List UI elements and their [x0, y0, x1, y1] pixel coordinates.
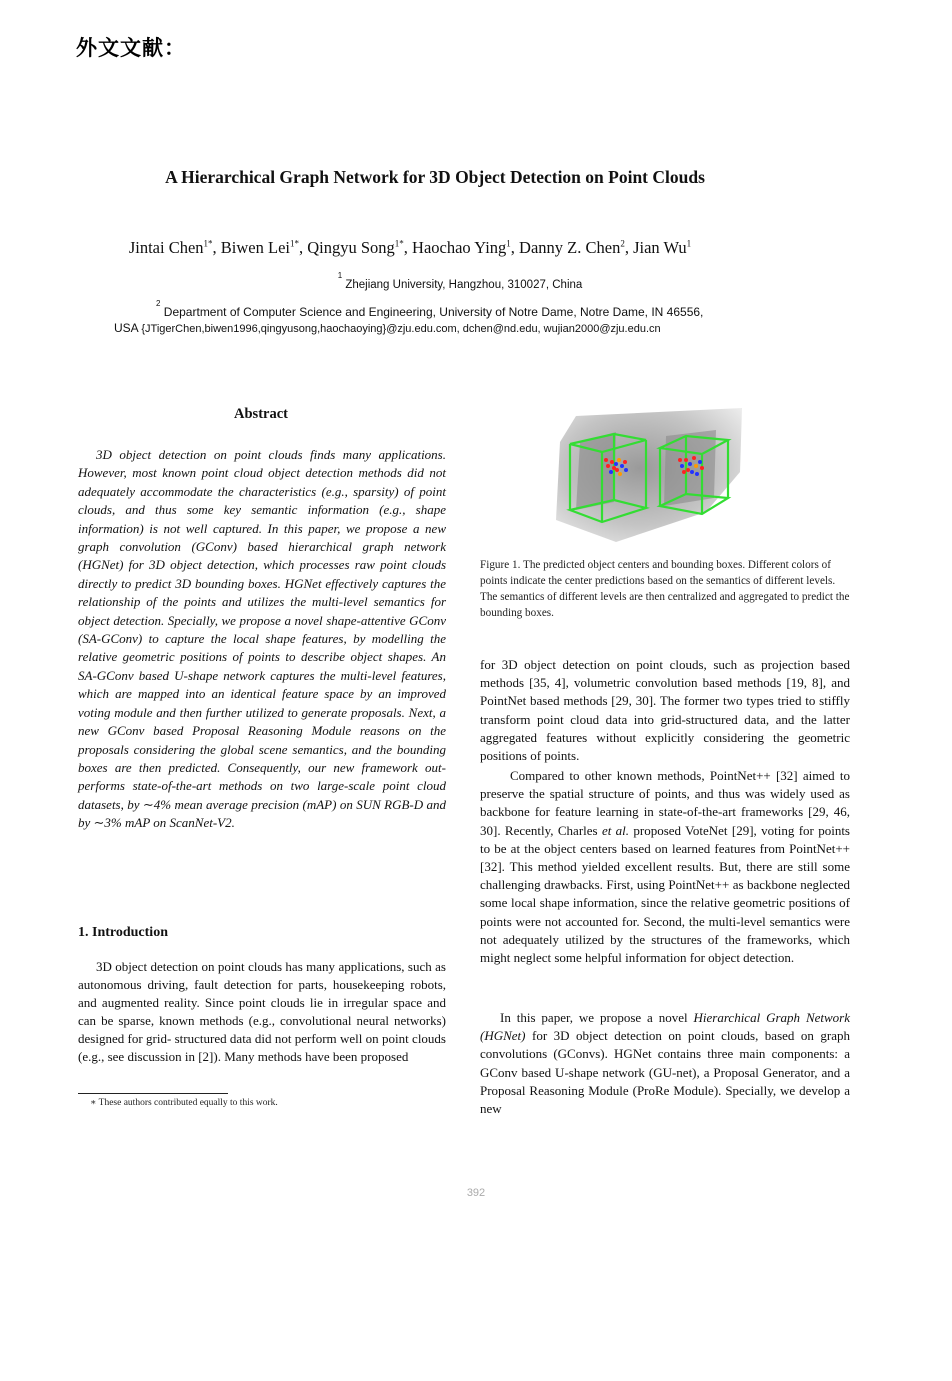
introduction-body: 3D object detection on point clouds has many applications, such as autonomous driving, fault detection for parts, housekeeping robots, and augmented reality. Since point clouds lie in irregular space and can be sparse, known methods (e.g., convolutional neural networks) designed for grid- structured data did not perform well on point clouds (e.g., see discussion in [2]). Many methods have been proposed [78, 959, 446, 1064]
affiliation-text: Zhejiang University, Hangzhou, 310027, China [345, 279, 583, 291]
paper-title: A Hierarchical Graph Network for 3D Object Detection on Point Clouds [165, 167, 705, 187]
body-paragraph [480, 767, 850, 967]
paragraph-text: Compared to other known methods, PointNet++ [32] aimed to preserve the spatial structure of points, and thus was widely used as backbone for feature learning in state-of-the-art frameworks [29, 46, 30]. Recently, Charles [480, 768, 850, 838]
body-paragraph [480, 656, 850, 765]
affiliation-text: Department of Computer Science and Engineering, University of Notre Dame, Notre Dame, IN 46556, [163, 305, 704, 319]
author-name: Jian Wu [633, 238, 687, 257]
affiliation-1 [0, 271, 920, 291]
header-label: 外文文献： [76, 36, 186, 60]
paragraph-text: for 3D object detection on point clouds, based on graph convolutions (GConvs). HGNet contains three main components: a GConv based U-shape network (GU-net), a Proposal Generator, and a Proposal Reasoning Module (ProRe Module). Specially, we develop a new [480, 1028, 850, 1117]
author-sup: 1 [506, 238, 511, 249]
author-list: Jintai Chen$^{1*}$, Biwen Lei$^{1*}$, Qingyu Song$^{1*}$, Haochao Ying$^1$, Danny Z. Chen$^2$, Jian Wu$^1$ [128, 238, 692, 257]
body-paragraph [480, 1009, 850, 1118]
author-name: Jintai Chen [128, 238, 204, 257]
pointcloud-image [556, 402, 752, 544]
paragraph-text: for 3D object detection on point clouds, such as projection based methods [35, 4], volumetric convolution based methods [19, 8], and PointNet based methods [29, 30]. The former two types tried to stiffly transform point cloud data into grid-structured data, and the latter aggregated features without explicitly considering the geometric positions of points. [480, 657, 850, 764]
paragraph-text: In this paper, we propose a novel [500, 1010, 694, 1025]
page-number: 392 [466, 1187, 486, 1199]
footnote: ∗ These authors contributed equally to this work. [90, 1098, 278, 1108]
emphasis-text: et al. [601, 822, 630, 838]
author-emails: {JTigerChen,biwen1996,qingyusong,haochaoying}@zju.edu.com, dchen@nd.edu, wujian2000@zju.edu.cn [141, 323, 661, 335]
affiliation-2 [114, 299, 814, 337]
author-sup: 1* [394, 238, 404, 249]
paragraph-text: proposed VoteNet [29], voting for points to be at the object centers based on learned features from PointNet++ [32]. This method yielded excellent results. But, there are still some challenging drawbacks. First, using PointNet++ as backbone neglected some local shape information, since the relative geometric positions of points were not accounted for. Second, the multi-level semantics were not adequately utilized by the structures of the frameworks, which might neglect some helpful information for object detection. [480, 822, 850, 966]
affiliation-country: USA [114, 321, 139, 335]
abstract-body: 3D object detection on point clouds finds many applications. However, most known point cloud object detection methods did not adequately accommodate the characteristics (e.g., sparsity) of point clouds, and thus some key semantic information (e.g., shape information) is not well captured. In this paper, we propose a new graph convolution (GConv) based hierarchical graph network (HGNet) for 3D object detection, which processes raw point clouds directly to predict 3D bounding boxes. HGNet effectively captures the relationship of the points and utilizes the multi-level semantics for object detection. Specially, we propose a novel shape-attentive GConv (SA-GConv) to capture the local shape features, by modelling the relative geometric positions of points to describe object shapes. An SA-GConv based U-shape network captures the multi-level features, which are mapped into an identical feature space by an improved voting module and then further utilized to generate proposals. Next, a new GConv based Proposal Reasoning Module reasons on the proposals considering the global scene semantics, and the bounding boxes are then predicted. Consequently, our new framework out- performs state-of-the-art methods on two large-scale point cloud datasets, by ∼4% mean average precision (mAP) on SUN RGB-D and by ∼3% mAP on ScanNet-V2. [78, 447, 446, 831]
figure-caption: Figure 1. The predicted object centers and bounding boxes. Different colors of points indicate the center predictions based on the semantics of different levels. The semantics of different levels are then centralized and aggregated to predict the bounding boxes. [480, 559, 850, 619]
author-name: Qingyu Song [307, 238, 395, 257]
footnote-divider [78, 1093, 228, 1094]
emphasis-text: Hierarchical Graph Network (HGNet) [480, 1010, 850, 1044]
author-sup: 1* [203, 238, 213, 249]
author-name: Danny Z. Chen [519, 238, 621, 257]
introduction-heading: 1. Introduction [78, 925, 168, 940]
author-sup: 1* [289, 238, 299, 249]
author-sup: 2 [620, 238, 625, 249]
abstract-heading: Abstract [234, 406, 288, 422]
author-sup: 1 [686, 238, 692, 249]
author-name: Biwen Lei [220, 238, 290, 257]
author-name: Haochao Ying [412, 238, 507, 257]
figure-1-pointcloud [556, 402, 752, 544]
affiliation-sup: 1 [337, 271, 343, 280]
affiliation-sup: 2 [156, 299, 161, 308]
